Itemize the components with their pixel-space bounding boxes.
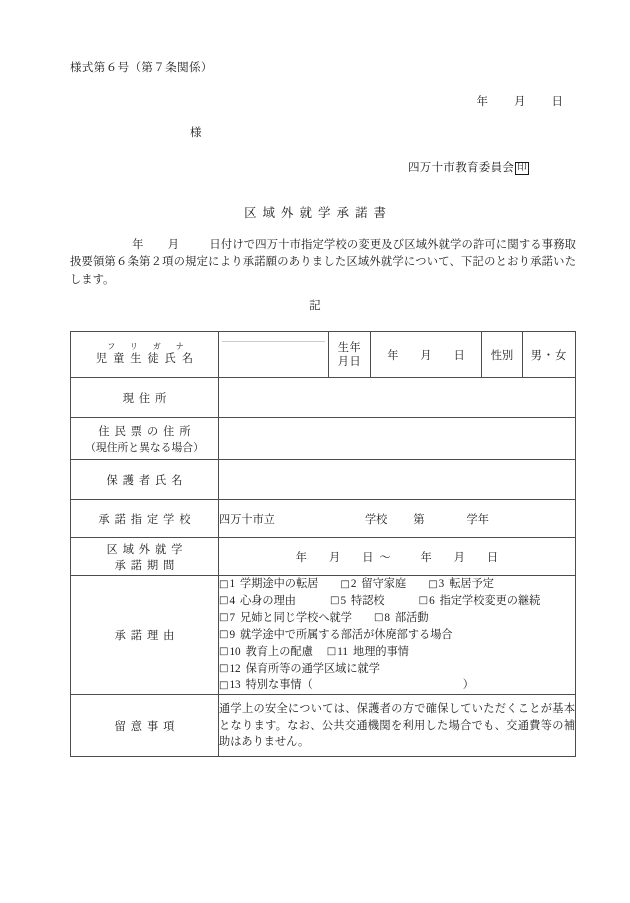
form-number: 様式第６号（第７条関係） (70, 62, 213, 74)
reason-text-6: 指定学校変更の継続 (439, 594, 541, 607)
reason-text-8: 部活動 (394, 611, 429, 624)
ki-marker: 記 (309, 300, 321, 312)
student-name-label: 児童生徒氏名 (95, 353, 200, 365)
reason-no-3: 3 (438, 578, 445, 590)
designated-school-input[interactable] (219, 500, 576, 538)
period-end-day: 日 (487, 551, 499, 564)
current-address-input[interactable] (219, 378, 576, 418)
birthdate-label (329, 332, 371, 378)
period-end-month: 月 (453, 551, 465, 564)
checkbox-icon: □ (219, 595, 229, 607)
reason-checkbox-4[interactable] (219, 595, 296, 607)
document-title: 区域外就学承諾書 (243, 206, 392, 220)
designated-school-label: 承諾指定学校 (71, 500, 219, 538)
reason-checkbox-1[interactable] (219, 578, 318, 590)
body-month-label: 月 (167, 239, 180, 251)
reason-checkbox-2[interactable] (340, 578, 406, 590)
table-row-designated-school (71, 500, 576, 538)
reason-no-1: 1 (229, 578, 236, 590)
body-paragraph (70, 237, 576, 289)
table-row-reason (71, 576, 576, 695)
birthdate-input[interactable] (371, 332, 482, 378)
checkbox-icon: □ (219, 578, 229, 590)
reason-checkbox-12[interactable] (219, 663, 380, 675)
reason-no-7: 7 (229, 611, 236, 624)
period-start-day: 日 (362, 551, 374, 564)
body-text-line2: 扱要領第６条第２項の規定により承諾願のありました区域外就学について、下記のとおり承諾い (70, 256, 565, 269)
reason-line-3 (219, 610, 575, 627)
period-input[interactable] (219, 538, 576, 576)
period-label-cell (71, 538, 219, 576)
notes-text: 通学上の安全については、保護者の方で確保していただくことが基本となります。なお、公共交通機関を利用した場合でも、交通費等の補助はありません。 (219, 695, 576, 757)
checkbox-icon: □ (330, 595, 340, 607)
birth-month-label: 月 (420, 349, 432, 362)
birth-day-label: 日 (453, 349, 465, 362)
reason-line-5 (219, 644, 575, 661)
period-start-month: 月 (328, 551, 341, 564)
period-end-year: 年 (420, 551, 432, 564)
reason-text-4: 心身の理由 (240, 594, 296, 607)
reason-line-1 (219, 576, 575, 593)
table-row-student-name (71, 332, 576, 378)
reason-text-9: 就学途中で所属する部活が休廃部する場合 (240, 628, 453, 641)
reason-no-9: 9 (229, 628, 236, 641)
checkbox-icon: □ (418, 595, 429, 607)
header-month-label: 月 (514, 96, 526, 108)
reason-checkbox-8[interactable] (374, 612, 429, 624)
table-row-notes (71, 695, 576, 757)
header-day-label: 日 (551, 96, 563, 108)
table-row-current-address (71, 378, 576, 418)
table-row-guardian (71, 460, 576, 500)
period-label-line1: 区域外就学 (106, 543, 188, 556)
checkbox-icon: □ (326, 646, 337, 658)
reason-checkbox-10[interactable] (219, 646, 313, 658)
body-text-line1: 日付けで四万十市指定学校の変更及び区域外就学の許可に関する事務取 (209, 239, 576, 251)
reason-text-2: 留守家庭 (361, 578, 407, 590)
reason-text-5: 特認校 (351, 594, 385, 607)
reason-text-12: 保育所等の通学区域に就学 (245, 662, 380, 675)
table-row-residence-address (71, 418, 576, 460)
birthdate-label-line1: 生年 (337, 341, 362, 354)
residence-address-label-cell (71, 418, 219, 460)
header-year-label: 年 (476, 96, 488, 108)
reason-text-10: 教育上の配慮 (245, 645, 313, 658)
seal-icon: 印 (517, 163, 528, 173)
reason-no-5: 5 (340, 594, 347, 607)
birth-year-label: 年 (387, 349, 399, 362)
checkbox-icon: □ (219, 679, 229, 691)
issuer-line (408, 159, 529, 175)
body-year-label: 年 (132, 239, 144, 251)
reason-line-2 (219, 593, 575, 610)
reason-line-4 (219, 627, 575, 644)
reason-checkbox-6[interactable] (419, 595, 541, 607)
birthdate-label-line2: 月日 (337, 355, 362, 368)
reason-checkbox-3[interactable] (428, 578, 494, 590)
reason-line-6 (219, 661, 575, 678)
school-city-prefix: 四万十市立 (219, 513, 275, 526)
grade-suffix: 学年 (466, 513, 489, 526)
notes-label: 留意事項 (71, 695, 219, 757)
reason-no-4: 4 (229, 594, 236, 607)
reason-checkbox-11[interactable] (327, 646, 409, 658)
reason-no-10: 10 (229, 645, 241, 658)
gender-options[interactable]: 男・女 (523, 332, 576, 378)
reason-text-11: 地理的事情 (353, 645, 409, 658)
reason-no-6: 6 (429, 594, 435, 607)
reason-text-13: 特別な事情（ (245, 679, 313, 692)
checkbox-icon: □ (219, 646, 229, 658)
reason-no-11: 11 (337, 645, 349, 658)
furigana-label: フリガナ (107, 342, 199, 351)
reason-text-3: 転居予定 (449, 578, 494, 590)
residence-address-sublabel: （現住所と異なる場合） (85, 441, 204, 454)
checkbox-icon: □ (219, 663, 229, 675)
reason-no-2: 2 (350, 578, 357, 590)
period-tilde: ～ (379, 551, 391, 564)
guardian-name-input[interactable] (219, 460, 576, 500)
checkbox-icon: □ (219, 629, 229, 641)
checkbox-icon: □ (340, 578, 350, 590)
reason-checkbox-13[interactable] (219, 679, 313, 691)
grade-prefix: 第 (413, 513, 425, 526)
period-start-year: 年 (295, 551, 307, 564)
reason-text-7: 兄姉と同じ学校へ就学 (240, 611, 352, 624)
issuer-name: 四万十市教育委員会 (408, 162, 515, 174)
reason-checkbox-7[interactable] (219, 612, 352, 624)
reason-checkbox-5[interactable] (330, 595, 385, 607)
checkbox-icon: □ (219, 612, 229, 624)
application-table (70, 331, 576, 757)
checkbox-icon: □ (373, 612, 384, 624)
body-text-line3: たします。 (70, 256, 576, 286)
period-label-line2: 承諾期間 (114, 559, 180, 572)
reason-label: 承諾理由 (71, 576, 219, 695)
guardian-name-label: 保護者氏名 (71, 460, 219, 500)
reason-13-close: ） (462, 679, 474, 692)
table-row-period (71, 538, 576, 576)
student-name-input[interactable] (219, 332, 329, 378)
reason-checkbox-list (219, 576, 576, 695)
gender-label: 性別 (482, 332, 523, 378)
reason-text-1: 学期途中の転居 (240, 578, 319, 590)
reason-no-8: 8 (384, 611, 390, 624)
reason-line-7 (219, 677, 575, 694)
school-suffix: 学校 (364, 513, 388, 526)
reason-checkbox-9[interactable] (219, 629, 453, 641)
checkbox-icon: □ (428, 578, 438, 590)
residence-address-label: 住民票の住所 (98, 425, 196, 438)
addressee-suffix: 様 (190, 127, 202, 139)
student-name-label-cell (71, 332, 219, 378)
residence-address-input[interactable] (219, 418, 576, 460)
current-address-label: 現住所 (71, 378, 219, 418)
reason-no-13: 13 (229, 679, 241, 692)
reason-no-12: 12 (229, 662, 241, 675)
header-date-line (0, 93, 575, 109)
